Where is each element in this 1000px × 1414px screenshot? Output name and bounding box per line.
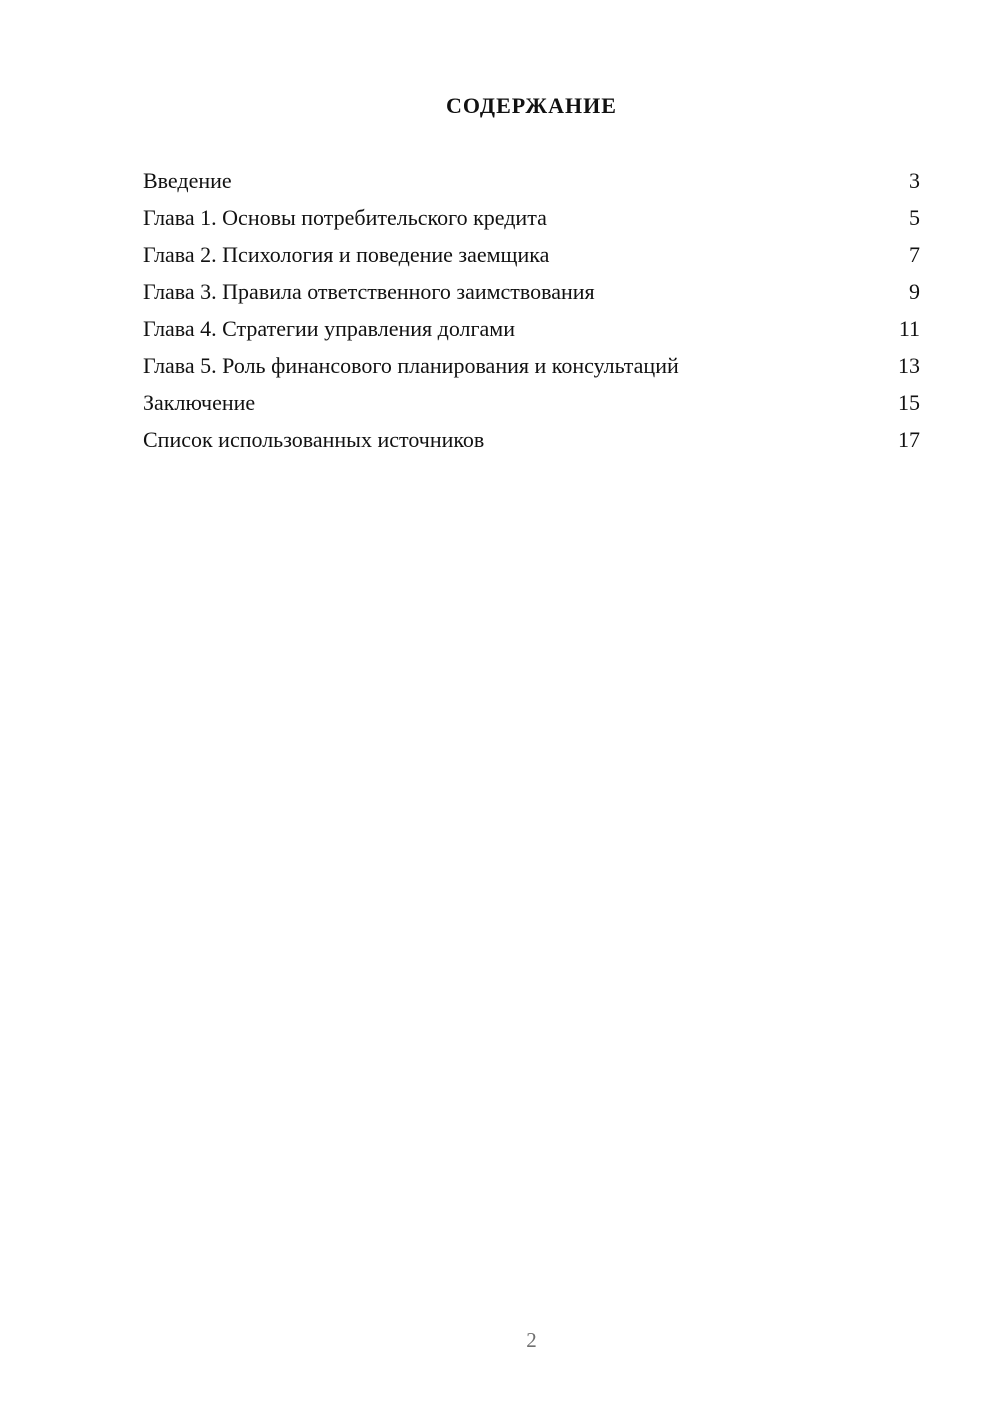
toc-entry xyxy=(143,199,920,236)
toc-entry xyxy=(143,273,920,310)
toc-entry-label: Заключение xyxy=(143,390,256,415)
toc-list xyxy=(143,162,920,458)
toc-entry-page-number: 5 xyxy=(909,205,920,230)
toc-entry-page-number: 3 xyxy=(909,168,920,193)
toc-entry xyxy=(143,384,920,421)
toc-entry-label: Глава 4. Стратегии управления долгами xyxy=(143,316,515,341)
toc-entry xyxy=(143,421,920,458)
toc-entry-page-number: 17 xyxy=(898,427,920,452)
toc-entry-label: Глава 2. Психология и поведение заемщика xyxy=(143,242,550,267)
toc-entry-page-number: 15 xyxy=(898,390,920,415)
toc-entry xyxy=(143,162,920,199)
toc-entry xyxy=(143,236,920,273)
toc-entry-label: Введение xyxy=(143,168,232,193)
toc-entry xyxy=(143,310,920,347)
toc-entry-label: Глава 5. Роль финансового планирования и консультаций xyxy=(143,353,679,378)
toc-entry-page-number: 7 xyxy=(909,242,920,267)
toc-entry-page-number: 9 xyxy=(909,279,920,304)
footer-page-number: 2 xyxy=(526,1328,537,1352)
toc-entry-page-number: 11 xyxy=(898,316,920,341)
toc-entry-page-number: 13 xyxy=(898,353,920,378)
page-title: СОДЕРЖАНИЕ xyxy=(446,93,617,118)
toc-entry-label: Глава 3. Правила ответственного заимствования xyxy=(143,279,595,304)
toc-entry-label: Глава 1. Основы потребительского кредита xyxy=(143,205,547,230)
toc-entry xyxy=(143,347,920,384)
toc-entry-label: Список использованных источников xyxy=(143,427,485,452)
